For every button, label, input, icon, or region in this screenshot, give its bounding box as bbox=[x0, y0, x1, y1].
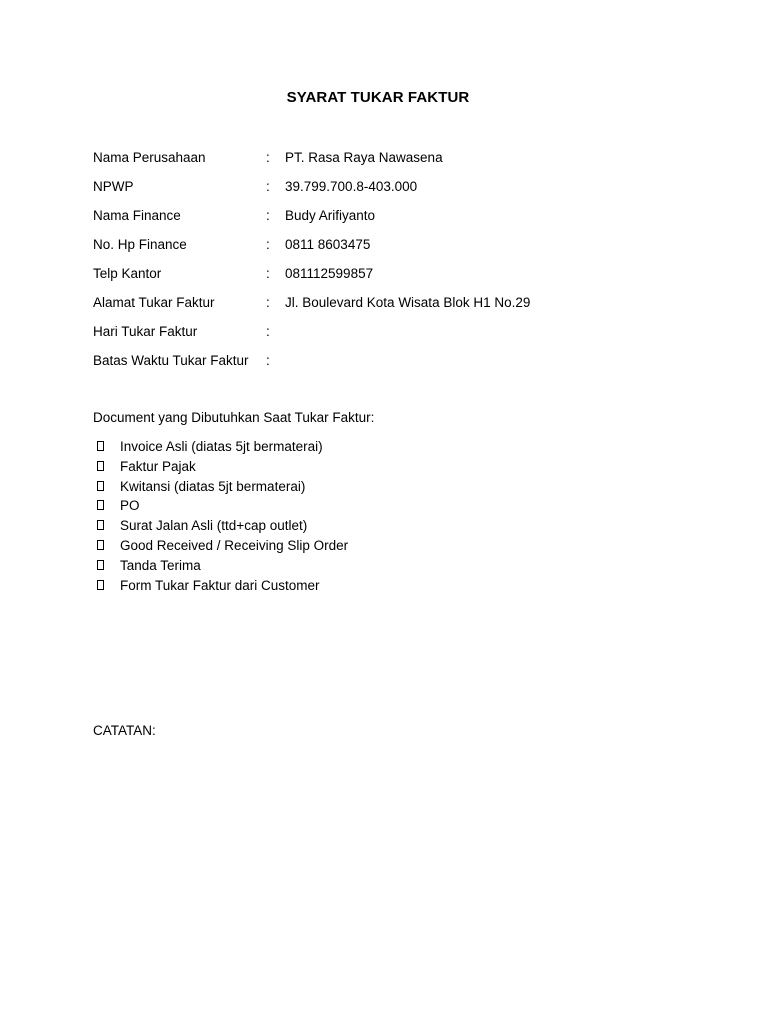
field-label: Batas Waktu Tukar Faktur bbox=[93, 353, 249, 368]
notes-heading: CATATAN: bbox=[93, 723, 156, 738]
field-label: Nama Finance bbox=[93, 208, 181, 223]
checkbox-icon bbox=[97, 540, 104, 550]
document-title: SYARAT TUKAR FAKTUR bbox=[286, 89, 470, 106]
checkbox-icon bbox=[97, 461, 104, 471]
field-colon: : bbox=[266, 150, 270, 165]
list-item-label: Kwitansi (diatas 5jt bermaterai) bbox=[120, 478, 306, 494]
checkbox-icon bbox=[97, 441, 104, 451]
field-value: PT. Rasa Raya Nawasena bbox=[285, 150, 443, 165]
field-row-exchange-address bbox=[93, 294, 693, 323]
field-row-npwp bbox=[93, 178, 693, 207]
field-value: Budy Arifiyanto bbox=[285, 208, 376, 223]
field-label: No. Hp Finance bbox=[93, 237, 187, 252]
checkbox-icon bbox=[97, 580, 104, 590]
field-row-office-phone bbox=[93, 265, 693, 294]
field-colon: : bbox=[266, 266, 270, 281]
field-label: Nama Perusahaan bbox=[93, 150, 206, 165]
field-row-company-name bbox=[93, 149, 693, 178]
field-label: NPWP bbox=[93, 179, 134, 194]
field-row-exchange-deadline bbox=[93, 352, 693, 381]
field-value: 081112599857 bbox=[285, 266, 374, 281]
checkbox-icon bbox=[97, 481, 104, 491]
checkbox-icon bbox=[97, 520, 104, 530]
field-colon: : bbox=[266, 353, 270, 368]
list-item-label: PO bbox=[120, 498, 140, 514]
field-colon: : bbox=[266, 324, 270, 339]
checkbox-icon bbox=[97, 500, 104, 510]
field-value: 39.799.700.8-403.000 bbox=[285, 179, 418, 194]
field-row-exchange-day bbox=[93, 323, 693, 352]
list-item-label: Form Tukar Faktur dari Customer bbox=[120, 577, 320, 593]
field-colon: : bbox=[266, 179, 270, 194]
field-colon: : bbox=[266, 295, 270, 310]
list-item-label: Surat Jalan Asli (ttd+cap outlet) bbox=[120, 518, 308, 534]
field-row-finance-name bbox=[93, 207, 693, 236]
field-label: Hari Tukar Faktur bbox=[93, 324, 198, 339]
field-colon: : bbox=[266, 208, 270, 223]
list-item-label: Faktur Pajak bbox=[120, 458, 196, 474]
field-label: Telp Kantor bbox=[93, 266, 162, 281]
field-value: Jl. Boulevard Kota Wisata Blok H1 No.29 bbox=[285, 295, 531, 310]
field-row-finance-phone bbox=[93, 236, 693, 265]
checkbox-icon bbox=[97, 560, 104, 570]
field-colon: : bbox=[266, 237, 270, 252]
field-label: Alamat Tukar Faktur bbox=[93, 295, 215, 310]
required-documents-heading: Document yang Dibutuhkan Saat Tukar Faktur: bbox=[93, 410, 375, 425]
list-item-label: Invoice Asli (diatas 5jt bermaterai) bbox=[120, 439, 323, 454]
company-info-fields bbox=[93, 149, 693, 381]
list-item-label: Good Received / Receiving Slip Order bbox=[120, 537, 349, 553]
field-value: 0811 8603475 bbox=[285, 237, 371, 252]
list-item-label: Tanda Terima bbox=[120, 557, 201, 573]
